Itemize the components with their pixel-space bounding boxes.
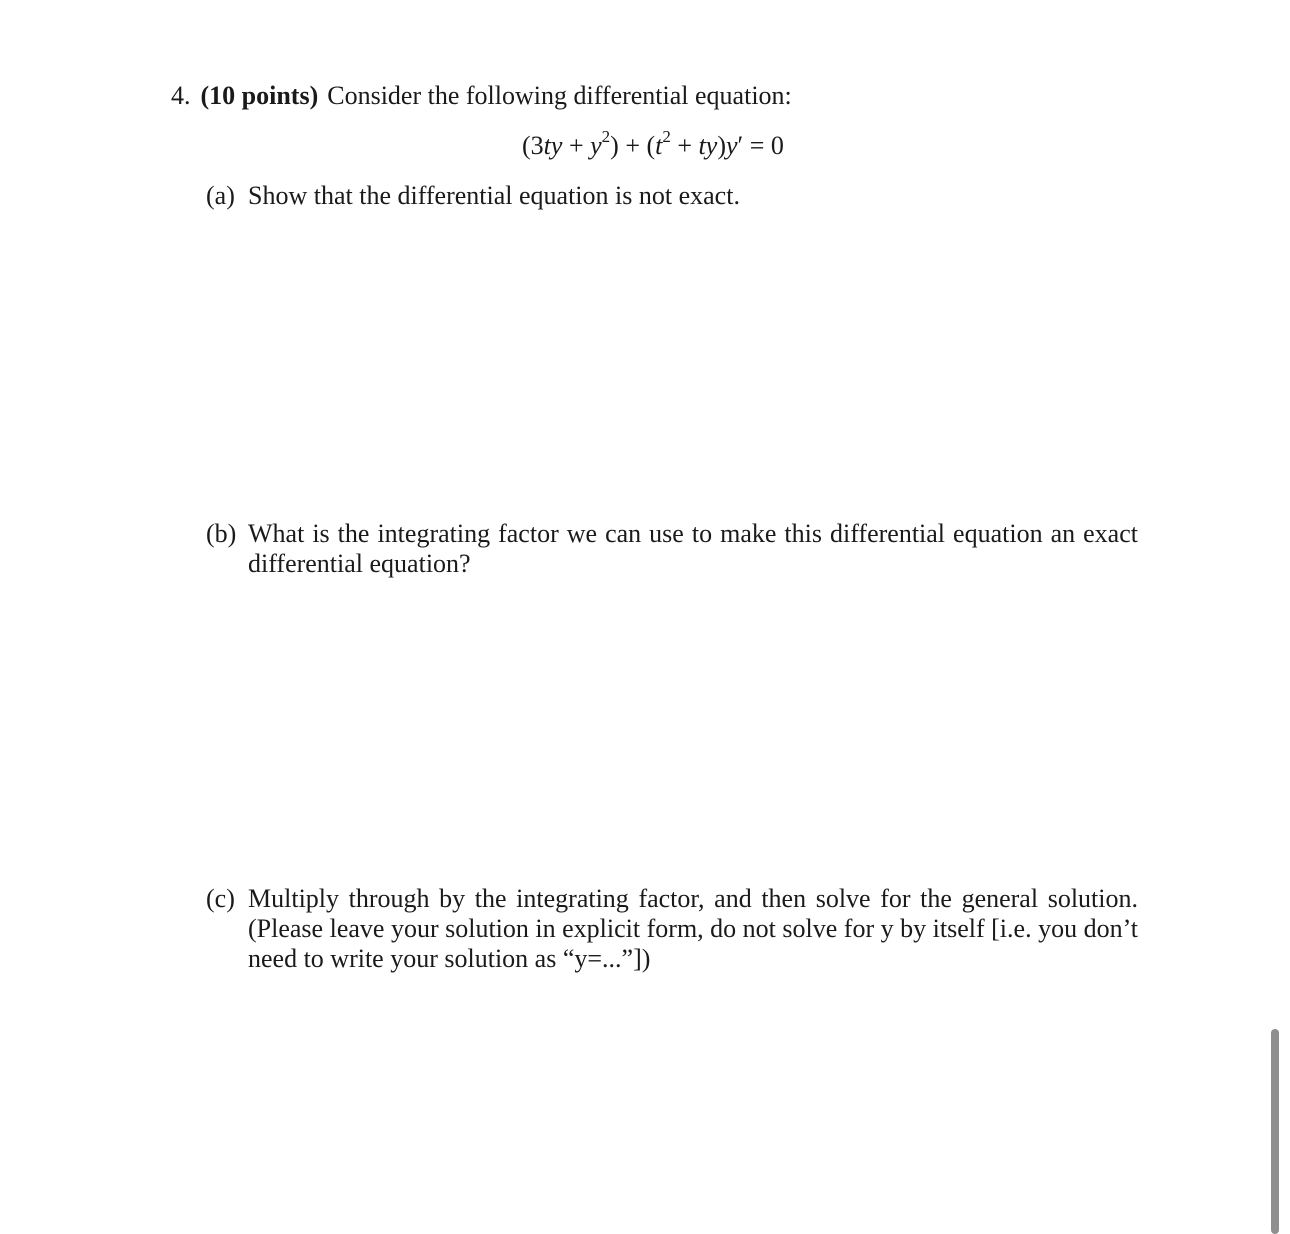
part-label: (a) bbox=[206, 181, 235, 210]
part-b bbox=[206, 519, 1146, 589]
part-c bbox=[206, 884, 1146, 984]
differential-equation: $(3ty + y^2) + (t^2 + ty)y' = 0$ bbox=[522, 127, 784, 160]
part-text: What is the integrating factor we can use to make this differential equation an exact differential equation? bbox=[248, 519, 1138, 578]
part-text: Multiply through by the integrating factor, and then solve for the general solution. (Please leave your solution in explicit form, do not solve for y by itself [i.e. you don’t need to write your solution as “y=...”]) bbox=[248, 884, 1138, 973]
problem-number: 4. bbox=[171, 81, 191, 110]
part-a bbox=[206, 181, 1146, 217]
part-text: Show that the differential equation is not exact. bbox=[248, 181, 740, 210]
problem-header bbox=[171, 78, 792, 114]
part-label: (c) bbox=[206, 884, 235, 913]
part-label: (b) bbox=[206, 519, 237, 548]
problem-intro: Consider the following differential equation: bbox=[327, 81, 792, 110]
vertical-scrollbar-thumb[interactable] bbox=[1271, 1029, 1279, 1234]
problem-points: (10 points) bbox=[200, 81, 319, 110]
